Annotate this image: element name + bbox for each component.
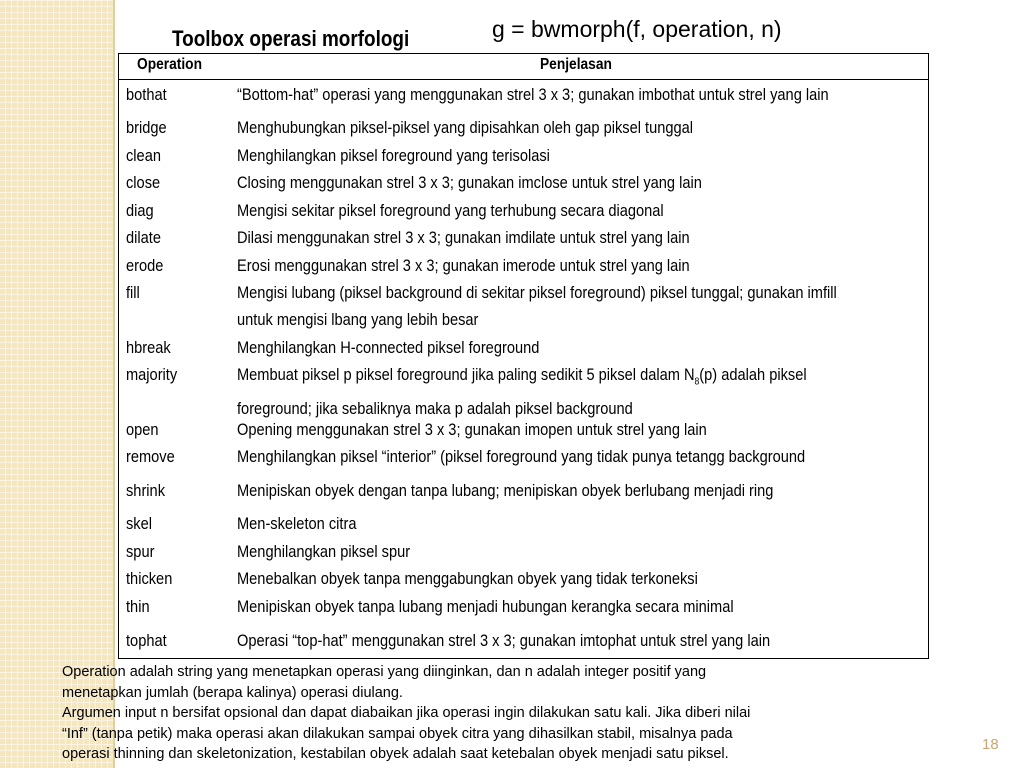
table-row xyxy=(119,172,928,198)
operation-name: remove xyxy=(126,447,175,466)
description-text: (p) adalah piksel xyxy=(699,365,807,384)
table-row xyxy=(119,364,928,418)
side-divider xyxy=(113,0,115,768)
operation-description: Operasi “top-hat” menggunakan strel 3 x 3; gunakan imtophat untuk strel yang lain xyxy=(237,631,771,650)
operation-description: Menebalkan obyek tanpa menggabungkan obyek yang tidak terkoneksi xyxy=(237,569,698,588)
table-row xyxy=(119,200,928,226)
table-row xyxy=(119,541,928,567)
table-row xyxy=(119,480,928,506)
operation-description: Menghilangkan piksel “interior” (piksel foreground yang tidak punya tetangg background xyxy=(237,447,806,466)
operation-description: Menipiskan obyek tanpa lubang menjadi hubungan kerangka secara minimal xyxy=(237,597,734,616)
operation-name: thin xyxy=(126,597,150,616)
note-line: menetapkan jumlah (berapa kalinya) operasi diulang. xyxy=(62,684,403,701)
operation-description: Opening menggunakan strel 3 x 3; gunakan imopen untuk strel yang lain xyxy=(237,420,707,439)
operation-description: Menghilangkan piksel spur xyxy=(237,542,411,561)
operation-name: dilate xyxy=(126,228,161,247)
operation-name: skel xyxy=(126,514,153,533)
operation-name: hbreak xyxy=(126,338,171,357)
formula-text: g = bwmorph(f, operation, n) xyxy=(492,16,782,42)
table-row xyxy=(119,568,928,594)
operation-name: thicken xyxy=(126,569,173,588)
subscript: 8 xyxy=(694,376,700,388)
operation-description: Menghubungkan piksel-piksel yang dipisahkan oleh gap piksel tunggal xyxy=(237,118,693,137)
operation-name: bridge xyxy=(126,118,167,137)
operation-description: Menghilangkan piksel foreground yang terisolasi xyxy=(237,146,550,165)
operations-table xyxy=(118,53,929,659)
operation-description: Erosi menggunakan strel 3 x 3; gunakan imerode untuk strel yang lain xyxy=(237,256,690,275)
table-row xyxy=(119,419,928,445)
slide-title: Toolbox operasi morfologi xyxy=(172,26,410,51)
page-number: 18 xyxy=(982,736,999,753)
operation-name: bothat xyxy=(126,85,167,104)
operation-name: erode xyxy=(126,256,164,275)
note-line: Argumen input n bersifat opsional dan dapat diabaikan jika operasi ingin dilakukan satu kali. Jika diberi nilai xyxy=(62,705,751,721)
operation-description xyxy=(237,282,837,331)
operation-name: spur xyxy=(126,542,155,561)
description-line-1: Mengisi lubang (piksel background di sekitar piksel foreground) piksel tunggal; gunakan imfill xyxy=(237,283,837,302)
operation-description: Dilasi menggunakan strel 3 x 3; gunakan imdilate untuk strel yang lain xyxy=(237,228,690,247)
table-row xyxy=(119,337,928,363)
table-row xyxy=(119,255,928,281)
note-line: Operation adalah string yang menetapkan operasi yang diinginkan, dan n adalah integer positif yang xyxy=(62,664,707,680)
operation-description: Menghilangkan H-connected piksel foreground xyxy=(237,338,540,357)
operation-description: “Bottom-hat” operasi yang menggunakan strel 3 x 3; gunakan imbothat untuk strel yang lain xyxy=(237,85,829,104)
operation-description: Mengisi sekitar piksel foreground yang terhubung secara diagonal xyxy=(237,201,664,220)
decorative-side-pattern xyxy=(0,0,113,768)
operation-description: Closing menggunakan strel 3 x 3; gunakan imclose untuk strel yang lain xyxy=(237,173,702,192)
table-row xyxy=(119,596,928,622)
operation-description: Men-skeleton citra xyxy=(237,514,357,533)
operation-name: close xyxy=(126,173,161,192)
operation-description: Menipiskan obyek dengan tanpa lubang; menipiskan obyek berlubang menjadi ring xyxy=(237,481,774,500)
operation-name: clean xyxy=(126,146,161,165)
note-line: “Inf” (tanpa petik) maka operasi akan dilakukan sampai obyek citra yang dihasilkan stabil, misalnya pada xyxy=(62,725,733,742)
description-line-1 xyxy=(237,365,807,388)
table-row xyxy=(119,84,928,110)
table-row xyxy=(119,282,928,336)
table-row xyxy=(119,145,928,171)
table-row xyxy=(119,630,928,656)
operation-name: majority xyxy=(126,365,178,384)
table-row xyxy=(119,446,928,472)
table-row xyxy=(119,117,928,143)
table-row xyxy=(119,227,928,253)
header-penjelasan: Penjelasan xyxy=(540,56,612,73)
operation-description xyxy=(237,364,807,420)
operation-name: open xyxy=(126,420,159,439)
table-header xyxy=(119,54,928,80)
operation-name: diag xyxy=(126,201,154,220)
header-operation: Operation xyxy=(137,56,202,73)
note-line: operasi thinning dan skeletonization, kestabilan obyek adalah saat ketebalan obyek menjadi satu piksel. xyxy=(62,746,729,762)
operation-name: shrink xyxy=(126,481,166,500)
description-line-2: untuk mengisi lbang yang lebih besar xyxy=(237,310,479,329)
operation-name: fill xyxy=(126,283,140,302)
table-row xyxy=(119,513,928,539)
explanation-notes xyxy=(62,662,892,765)
description-line-2: foreground; jika sebaliknya maka p adalah piksel background xyxy=(237,399,633,419)
operation-name: tophat xyxy=(126,631,167,650)
description-text: Membuat piksel p piksel foreground jika paling sedikit 5 piksel dalam N xyxy=(237,365,695,384)
